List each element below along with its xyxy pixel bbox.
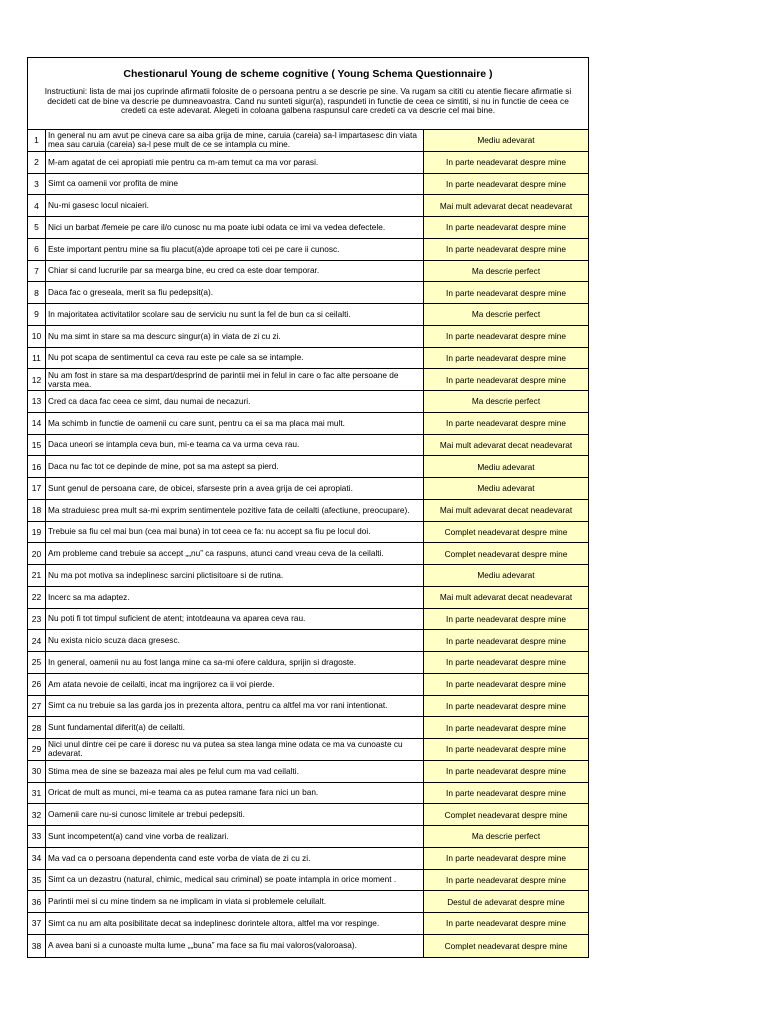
table-row [28, 891, 588, 913]
answer-cell[interactable]: In parte neadevarat despre mine [424, 174, 588, 195]
item-statement: Am atata nevoie de ceilalti, incat ma ingrijorez ca ii voi pierde. [46, 674, 424, 695]
table-row [28, 696, 588, 718]
answer-cell[interactable]: In parte neadevarat despre mine [424, 739, 588, 760]
table-row [28, 130, 588, 152]
item-statement: Nici unul dintre cei pe care ii doresc nu va putea sa stea langa mine odata ce ma va cunoaste cu adevarat. [46, 739, 424, 760]
item-number: 31 [28, 783, 46, 804]
questionnaire-sheet [27, 57, 589, 958]
item-statement: Trebuie sa fiu cel mai bun (cea mai buna) in tot ceea ce fa: nu accept sa fiu pe locul doi. [46, 522, 424, 543]
table-row [28, 239, 588, 261]
answer-cell[interactable]: Ma descrie perfect [424, 391, 588, 412]
answer-cell[interactable]: In parte neadevarat despre mine [424, 369, 588, 390]
item-statement: Sunt genul de persoana care, de obicei, sfarseste prin a avea grija de cei apropiati. [46, 478, 424, 499]
item-number: 21 [28, 565, 46, 586]
answer-cell[interactable]: In parte neadevarat despre mine [424, 348, 588, 369]
item-statement: Simt ca oamenii vor profita de mine [46, 174, 424, 195]
table-row [28, 674, 588, 696]
answer-cell[interactable]: In parte neadevarat despre mine [424, 913, 588, 934]
table-row [28, 152, 588, 174]
answer-cell[interactable]: Mai mult adevarat decat neadevarat [424, 500, 588, 521]
table-row [28, 174, 588, 196]
table-row [28, 522, 588, 544]
item-statement: Ma vad ca o persoana dependenta cand este vorba de viata de zi cu zi. [46, 848, 424, 869]
item-number: 10 [28, 326, 46, 347]
table-row [28, 261, 588, 283]
item-number: 37 [28, 913, 46, 934]
questionnaire-header [28, 58, 588, 130]
item-number: 9 [28, 304, 46, 325]
item-statement: Este important pentru mine sa fiu placut(a)de aproape toti cei pe care ii cunosc. [46, 239, 424, 260]
item-statement: M-am agatat de cei apropiati mie pentru ca m-am temut ca ma vor parasi. [46, 152, 424, 173]
answer-cell[interactable]: In parte neadevarat despre mine [424, 326, 588, 347]
item-number: 11 [28, 348, 46, 369]
table-row [28, 609, 588, 631]
answer-cell[interactable]: Complet neadevarat despre mine [424, 935, 588, 957]
item-statement: Sunt fundamental diferit(a) de ceilalti. [46, 717, 424, 738]
table-row [28, 326, 588, 348]
item-statement: Ma schimb in functie de oamenii cu care sunt, pentru ca ei sa ma placa mai mult. [46, 413, 424, 434]
item-statement: In general nu am avut pe cineva care sa aiba grija de mine, caruia (careia) sa-l impartasesc din viata mea sau caruia (careia) sa-l pese mult de ce se intampla cu mine. [46, 130, 424, 151]
answer-cell[interactable]: Mai mult adevarat decat neadevarat [424, 195, 588, 216]
table-row [28, 913, 588, 935]
answer-cell[interactable]: In parte neadevarat despre mine [424, 761, 588, 782]
item-statement: Am probleme cand trebuie sa accept „„nu” ca raspuns, atunci cand vreau ceva de la ceilalti. [46, 543, 424, 564]
answer-cell[interactable]: Destul de adevarat despre mine [424, 891, 588, 912]
answer-cell[interactable]: Mai mult adevarat decat neadevarat [424, 587, 588, 608]
answer-cell[interactable]: In parte neadevarat despre mine [424, 870, 588, 891]
item-number: 20 [28, 543, 46, 564]
item-number: 30 [28, 761, 46, 782]
table-row [28, 826, 588, 848]
item-statement: Parintii mei si cu mine tindem sa ne implicam in viata si problemele celuilalt. [46, 891, 424, 912]
item-number: 15 [28, 435, 46, 456]
answer-cell[interactable]: Mediu adevarat [424, 130, 588, 151]
answer-cell[interactable]: In parte neadevarat despre mine [424, 282, 588, 303]
answer-cell[interactable]: Ma descrie perfect [424, 826, 588, 847]
item-statement: Daca uneori se intampla ceva bun, mi-e teama ca va urma ceva rau. [46, 435, 424, 456]
item-statement: Nu pot scapa de sentimentul ca ceva rau este pe cale sa se intample. [46, 348, 424, 369]
answer-cell[interactable]: Mediu adevarat [424, 456, 588, 477]
item-number: 28 [28, 717, 46, 738]
table-row [28, 195, 588, 217]
item-number: 2 [28, 152, 46, 173]
item-number: 24 [28, 630, 46, 651]
answer-cell[interactable]: Ma descrie perfect [424, 261, 588, 282]
answer-cell[interactable]: In parte neadevarat despre mine [424, 783, 588, 804]
item-number: 12 [28, 369, 46, 390]
answer-cell[interactable]: Mediu adevarat [424, 565, 588, 586]
item-number: 23 [28, 609, 46, 630]
table-row [28, 630, 588, 652]
item-number: 8 [28, 282, 46, 303]
item-statement: Stima mea de sine se bazeaza mai ales pe felul cum ma vad ceilalti. [46, 761, 424, 782]
item-statement: Daca fac o greseala, merit sa fiu pedepsit(a). [46, 282, 424, 303]
answer-cell[interactable]: In parte neadevarat despre mine [424, 413, 588, 434]
item-number: 14 [28, 413, 46, 434]
item-number: 36 [28, 891, 46, 912]
item-statement: Nu ma pot motiva sa indeplinesc sarcini plictisitoare si de rutina. [46, 565, 424, 586]
item-statement: Chiar si cand lucrurile par sa mearga bine, eu cred ca este doar temporar. [46, 261, 424, 282]
table-row [28, 500, 588, 522]
item-statement: Simt ca nu am alta posibilitate decat sa indeplinesc dorintele altora, altfel ma vor respinge. [46, 913, 424, 934]
table-row [28, 348, 588, 370]
answer-cell[interactable]: In parte neadevarat despre mine [424, 848, 588, 869]
item-statement: Oamenii care nu-si cunosc limitele ar trebui pedepsiti. [46, 804, 424, 825]
answer-cell[interactable]: In parte neadevarat despre mine [424, 152, 588, 173]
item-number: 1 [28, 130, 46, 151]
item-number: 34 [28, 848, 46, 869]
item-number: 29 [28, 739, 46, 760]
item-number: 16 [28, 456, 46, 477]
item-statement: Nu exista nicio scuza daca gresesc. [46, 630, 424, 651]
table-row [28, 848, 588, 870]
table-row [28, 435, 588, 457]
table-row [28, 282, 588, 304]
item-number: 6 [28, 239, 46, 260]
item-number: 13 [28, 391, 46, 412]
item-statement: Daca nu fac tot ce depinde de mine, pot sa ma astept sa pierd. [46, 456, 424, 477]
item-number: 38 [28, 935, 46, 957]
table-row [28, 478, 588, 500]
table-row [28, 565, 588, 587]
answer-cell[interactable]: In parte neadevarat despre mine [424, 239, 588, 260]
answer-cell[interactable]: Complet neadevarat despre mine [424, 522, 588, 543]
item-statement: Ma straduiesc prea mult sa-mi exprim sentimentele pozitive fata de ceilalti (afectiune, preocupare). [46, 500, 424, 521]
item-number: 35 [28, 870, 46, 891]
item-number: 3 [28, 174, 46, 195]
table-row [28, 304, 588, 326]
item-statement: Oricat de mult as munci, mi-e teama ca as putea ramane fara nici un ban. [46, 783, 424, 804]
table-row [28, 391, 588, 413]
item-statement: Incerc sa ma adaptez. [46, 587, 424, 608]
questionnaire-title: Chestionarul Young de scheme cognitive ( Young Schema Questionnaire ) [123, 68, 493, 80]
table-row [28, 761, 588, 783]
answer-cell[interactable]: Ma descrie perfect [424, 304, 588, 325]
answer-cell[interactable]: Mai mult adevarat decat neadevarat [424, 435, 588, 456]
table-row [28, 804, 588, 826]
table-row [28, 739, 588, 761]
item-number: 17 [28, 478, 46, 499]
answer-cell[interactable]: In parte neadevarat despre mine [424, 674, 588, 695]
item-number: 19 [28, 522, 46, 543]
item-number: 5 [28, 217, 46, 238]
table-row [28, 369, 588, 391]
item-statement: Nu am fost in stare sa ma despart/desprind de parintii mei in felul in care o fac alte persoane de varsta mea. [46, 369, 424, 390]
item-statement: Simt ca un dezastru (natural, chimic, medical sau criminal) se poate intampla in orice moment . [46, 870, 424, 891]
item-statement: Cred ca daca fac ceea ce simt, dau numai de necazuri. [46, 391, 424, 412]
answer-cell[interactable]: Complet neadevarat despre mine [424, 543, 588, 564]
table-row [28, 783, 588, 805]
table-row [28, 935, 588, 957]
item-statement: Nu-mi gasesc locul nicaieri. [46, 195, 424, 216]
answer-cell[interactable]: In parte neadevarat despre mine [424, 652, 588, 673]
item-number: 18 [28, 500, 46, 521]
answer-cell[interactable]: In parte neadevarat despre mine [424, 630, 588, 651]
answer-cell[interactable]: In parte neadevarat despre mine [424, 717, 588, 738]
item-statement: In general, oamenii nu au fost langa mine ca sa-mi ofere caldura, sprijin si dragoste. [46, 652, 424, 673]
item-number: 4 [28, 195, 46, 216]
item-number: 25 [28, 652, 46, 673]
table-row [28, 413, 588, 435]
item-number: 27 [28, 696, 46, 717]
table-row [28, 456, 588, 478]
item-statement: A avea bani si a cunoaste multa lume „„buna” ma face sa fiu mai valoros(valoroasa). [46, 935, 424, 957]
item-statement: Sunt incompetent(a) cand vine vorba de realizari. [46, 826, 424, 847]
answer-cell[interactable]: Complet neadevarat despre mine [424, 804, 588, 825]
answer-cell[interactable]: In parte neadevarat despre mine [424, 609, 588, 630]
item-statement: In majoritatea activitatilor scolare sau de serviciu nu sunt la fel de bun ca si ceilalti. [46, 304, 424, 325]
item-number: 22 [28, 587, 46, 608]
table-row [28, 217, 588, 239]
table-row [28, 717, 588, 739]
table-row [28, 870, 588, 892]
table-row [28, 543, 588, 565]
table-row [28, 587, 588, 609]
answer-cell[interactable]: In parte neadevarat despre mine [424, 696, 588, 717]
item-statement: Nici un barbat /femeie pe care il/o cunosc nu ma poate iubi odata ce imi va vedea defectele. [46, 217, 424, 238]
questionnaire-table [28, 130, 588, 957]
item-statement: Simt ca nu trebuie sa las garda jos in prezenta altora, pentru ca altfel ma vor rani intentionat. [46, 696, 424, 717]
item-number: 26 [28, 674, 46, 695]
item-statement: Nu ma simt in stare sa ma descurc singur(a) in viata de zi cu zi. [46, 326, 424, 347]
answer-cell[interactable]: In parte neadevarat despre mine [424, 217, 588, 238]
table-row [28, 652, 588, 674]
item-statement: Nu poti fi tot timpul suficient de atent; intotdeauna va aparea ceva rau. [46, 609, 424, 630]
item-number: 7 [28, 261, 46, 282]
item-number: 32 [28, 804, 46, 825]
item-number: 33 [28, 826, 46, 847]
answer-cell[interactable]: Mediu adevarat [424, 478, 588, 499]
questionnaire-instructions: Instructiuni: lista de mai jos cuprinde afirmatii folosite de o persoana pentru a se descrie pe sine. Va rugam sa cititi cu atentie fiecare afirmatie si decideti cat de bine va descrie pe dumneavoastra. Cand nu sunteti sigur(a), raspundeti in functie de ceea ce simtiti, si nu in functie de ceea ce credeti ca este adevarat. Alegeti in coloana galbena raspunsul care credeti ca va descrie cel mai bine. [44, 86, 572, 116]
